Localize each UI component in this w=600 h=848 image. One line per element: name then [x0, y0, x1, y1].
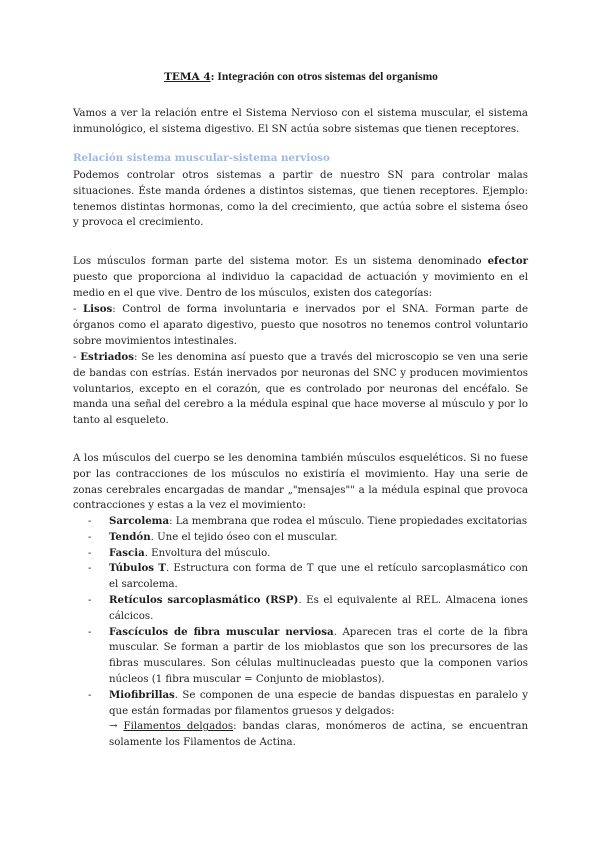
item-text: . Envoltura del músculo.	[144, 547, 271, 559]
paragraph-3: A los músculos del cuerpo se les denomina también músculos esqueléticos. Si no fuese por las contracciones de los músculos no existiría el movimiento. Hay una serie de zonas cerebrales encargadas de mandar „"mensajes"" a la médula espinal que provoca contracciones y estas a la vez el movimiento:	[73, 453, 528, 512]
estriados-term: Estriados	[80, 351, 134, 363]
item-text: . Se componen de una especie de bandas dispuestas en paralelo y que están formadas por filamentos gruesos y delgados:	[109, 689, 528, 717]
item-text: . Aparecen tras el corte de la fibra muscular. Se forman a partir de los mioblastos que son los precursores de las fibras musculares. Son células multinucleadas puesto que la componen varios núcleos (1 fibra muscular = Conjunto de mioblastos).	[109, 626, 528, 685]
item-term: Fascículos de fibra muscular nerviosa	[109, 625, 334, 638]
sub-item	[73, 719, 528, 751]
item-term: Túbulos T	[109, 562, 166, 575]
bullet-dash: -	[88, 594, 92, 606]
item-term: Fascia	[109, 546, 145, 559]
paragraph-2-text-a: Los músculos forman parte del sistema motor. Es un sistema denominado	[73, 256, 488, 267]
bullet-dash: -	[88, 547, 92, 559]
paragraph-2	[73, 254, 528, 301]
title-separator: :	[210, 71, 215, 83]
item-term: Sarcolema	[109, 515, 170, 527]
intro-paragraph: Vamos a ver la relación entre el Sistema Nervioso con el sistema muscular, el sistema inmunológico, el sistema digestivo. El SN actúa sobre sistemas que tienen receptores.	[73, 108, 528, 135]
document-title	[82, 71, 520, 83]
structure-list	[73, 514, 528, 751]
list-item	[73, 625, 528, 688]
estriados-paragraph	[73, 350, 528, 429]
sub-item-term: Filamentos delgados	[123, 721, 234, 733]
list-item	[73, 561, 528, 593]
bullet-dash: -	[88, 531, 92, 543]
item-text: : La membrana que rodea el músculo. Tiene propiedades excitatorias	[169, 516, 528, 527]
item-text: . Une el tejido óseo con el muscular.	[150, 531, 338, 543]
item-term: Miofibrillas	[109, 688, 175, 701]
efector-term: efector	[487, 255, 528, 267]
bullet-dash: -	[88, 689, 92, 701]
sub-item-text: : bandas claras, monómeros de actina, se encuentran solamente los Filamentos de Actina.	[109, 721, 529, 749]
bullet-dash: -	[88, 626, 92, 638]
tema-label: TEMA 4	[164, 71, 211, 83]
item-term: Tendón	[109, 530, 151, 543]
list-item	[73, 688, 528, 720]
lisos-term: Lisos	[82, 303, 113, 315]
item-text: . Es el equivalente al REL. Almacena iones cálcicos.	[109, 594, 528, 622]
estriados-text: : Se les denomina así puesto que a través del microscopio se ven una serie de bandas con estrías. Están inervados por neuronas del SNC y producen movimientos voluntarios, excepto en el corazón, que es controlado por neuronas del encéfalo. Se manda una señal del cerebro a la médula espinal que hace moverse al músculo y por lo tanto al esqueleto.	[73, 352, 528, 427]
lisos-paragraph	[73, 302, 528, 349]
item-text: . Estructura con forma de T que une el retículo sarcoplasmático con el sarcolema.	[109, 563, 528, 591]
arrow-icon: →	[109, 721, 124, 733]
paragraph-2-text-b: puesto que proporciona al individuo la capacidad de actuación y movimiento en el medio en el que vive. Dentro de los músculos, existen dos categorías:	[73, 271, 528, 299]
bullet-dash: -	[88, 563, 92, 575]
estriados-dash: -	[73, 352, 81, 363]
item-term: Retículos sarcoplasmático (RSP)	[109, 593, 299, 606]
list-item	[73, 593, 528, 625]
lisos-text: : Control de forma involuntaria e inervados por el SNA. Forman parte de órganos como el aparato digestivo, puesto que nosotros no tenemos control voluntario sobre movimientos intestinales.	[73, 304, 528, 347]
list-item	[73, 546, 528, 562]
list-item	[73, 530, 528, 546]
list-item	[73, 514, 528, 530]
section-heading: Relación sistema muscular-sistema nervioso	[73, 152, 330, 164]
title-text: Integración con otros sistemas del organismo	[214, 71, 438, 83]
bullet-dash: -	[88, 516, 92, 527]
paragraph-1: Podemos controlar otros sistemas a partir de nuestro SN para controlar malas situaciones. Éste manda órdenes a distintos sistemas, que tienen receptores. Ejemplo: tenemos distintas hormonas, como la del crecimiento, que actúa sobre el sistema óseo y provoca el crecimiento.	[73, 170, 528, 229]
lisos-dash: -	[73, 304, 83, 315]
